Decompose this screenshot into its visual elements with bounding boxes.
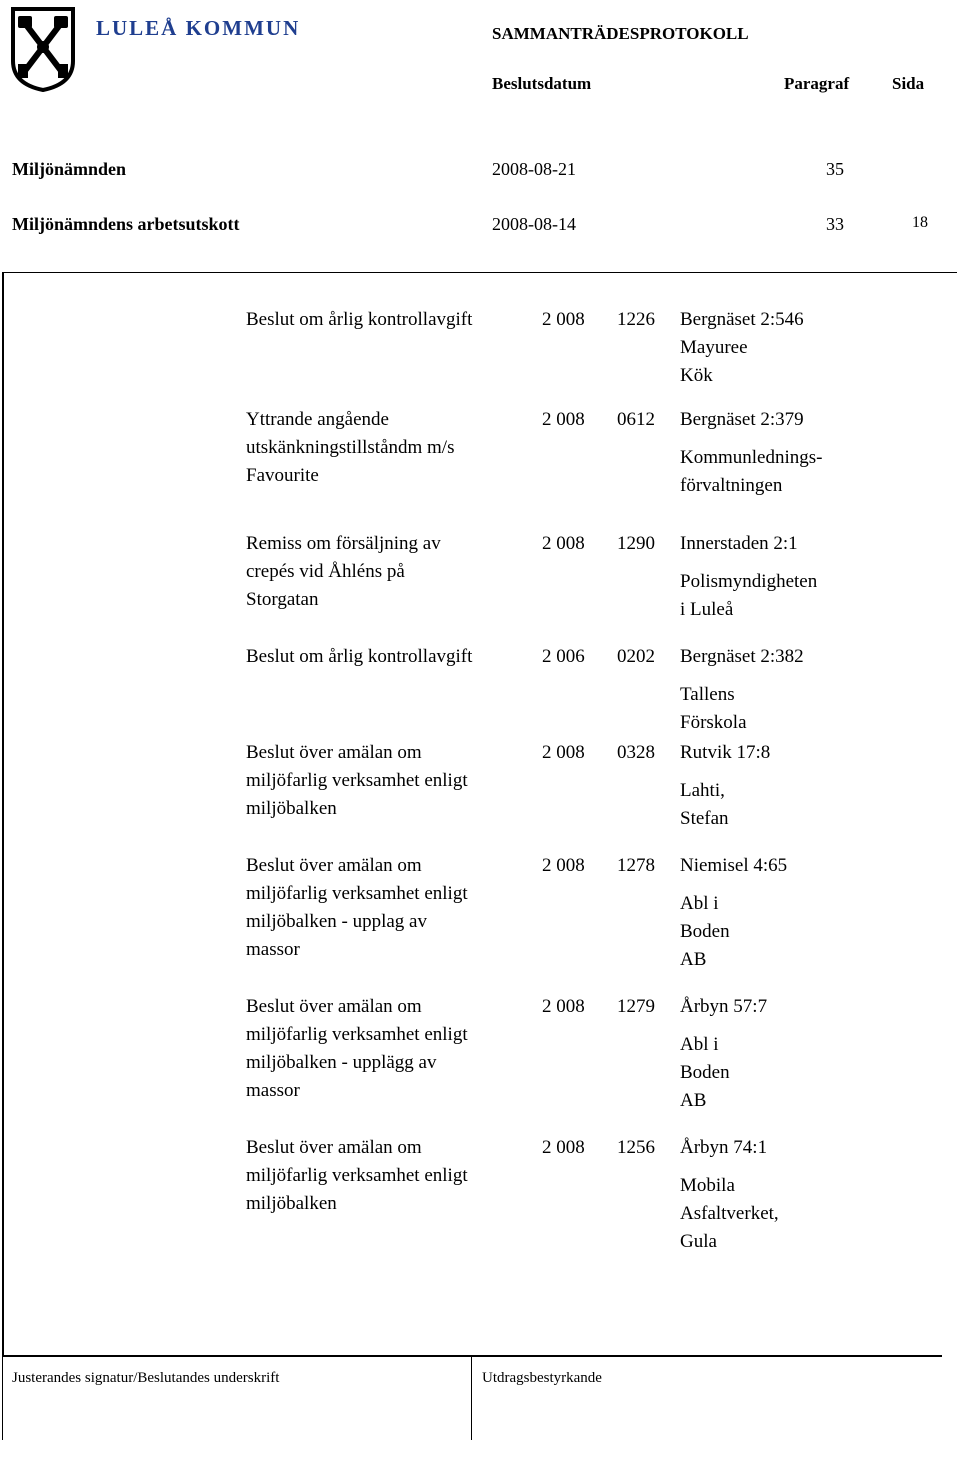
frame-bottom-rule [2,1355,942,1357]
item-property: Bergnäset 2:382 [680,646,804,667]
item-title: Beslut över amälan om miljöfarlig verksamhet enligt miljöbalken - upplägg av massor [246,996,468,1101]
item-number: 0612 [617,409,655,430]
item-number: 1279 [617,996,655,1017]
item-party: Mayuree Kök [680,337,748,386]
frame-left-rule [2,272,4,1357]
frame-top-rule [2,272,957,273]
item-title: Remiss om försäljning av crepés vid Åhléns på Storgatan [246,533,441,610]
item-property: Niemisel 4:65 [680,855,788,876]
item-property: Rutvik 17:8 [680,742,771,763]
item-number: 1290 [617,533,655,554]
item-property: Årbyn 57:7 [680,996,768,1017]
item-year: 2 008 [542,1137,585,1158]
item-year: 2 008 [542,996,585,1017]
item-year: 2 008 [542,533,585,554]
item-party: Tallens Förskola [680,684,747,733]
item-year: 2 006 [542,646,585,667]
meeting-date: 2008-08-14 [492,214,576,234]
item-party: Lahti, Stefan [680,780,729,829]
item-party: Kommunlednings- förvaltningen [680,447,823,496]
item-year: 2 008 [542,742,585,763]
item-year: 2 008 [542,309,585,330]
meeting-body: Miljönämndens arbetsutskott [12,214,240,234]
item-number: 0202 [617,646,655,667]
footer-left-rule [2,1355,3,1440]
paragraph-header: Paragraf [784,74,850,93]
item-title: Beslut över amälan om miljöfarlig verksamhet enligt miljöbalken [246,742,468,819]
meeting-body: Miljönämnden [12,159,127,179]
certified-label: Utdragsbestyrkande [482,1370,602,1386]
item-number: 1226 [617,309,655,330]
page-header: Sida [892,74,925,93]
item-title: Beslut om årlig kontrollavgift [246,309,473,330]
item-party: Abl i Boden AB [680,893,730,970]
item-property: Bergnäset 2:546 [680,309,804,330]
item-title: Yttrande angående utskänkningstillståndm m/s Favourite [246,409,455,486]
organization-name: LULEÅ KOMMUN [96,16,301,40]
footer-divider [471,1355,472,1440]
item-number: 0328 [617,742,655,763]
meeting-paragraph: 35 [826,159,844,179]
coat-of-arms-logo [10,6,76,92]
item-title: Beslut om årlig kontrollavgift [246,646,473,667]
item-party: Mobila Asfaltverket, Gula [680,1175,779,1252]
item-title: Beslut över amälan om miljöfarlig verksamhet enligt miljöbalken - upplag av massor [246,855,468,960]
item-number: 1278 [617,855,655,876]
meeting-paragraph: 33 [826,214,844,234]
item-property: Årbyn 74:1 [680,1137,768,1158]
page-number: 18 [912,214,928,231]
document-type: SAMMANTRÄDESPROTOKOLL [492,24,749,43]
item-party: Polismyndigheten i Luleå [680,571,818,620]
item-title: Beslut över amälan om miljöfarlig verksamhet enligt miljöbalken [246,1137,468,1214]
signature-label: Justerandes signatur/Beslutandes underskrift [12,1370,280,1386]
item-property: Bergnäset 2:379 [680,409,804,430]
item-year: 2 008 [542,855,585,876]
item-year: 2 008 [542,409,585,430]
item-party: Abl i Boden AB [680,1034,730,1111]
decision-date-header: Beslutsdatum [492,74,592,93]
item-number: 1256 [617,1137,655,1158]
meeting-date: 2008-08-21 [492,159,576,179]
item-property: Innerstaden 2:1 [680,533,798,554]
